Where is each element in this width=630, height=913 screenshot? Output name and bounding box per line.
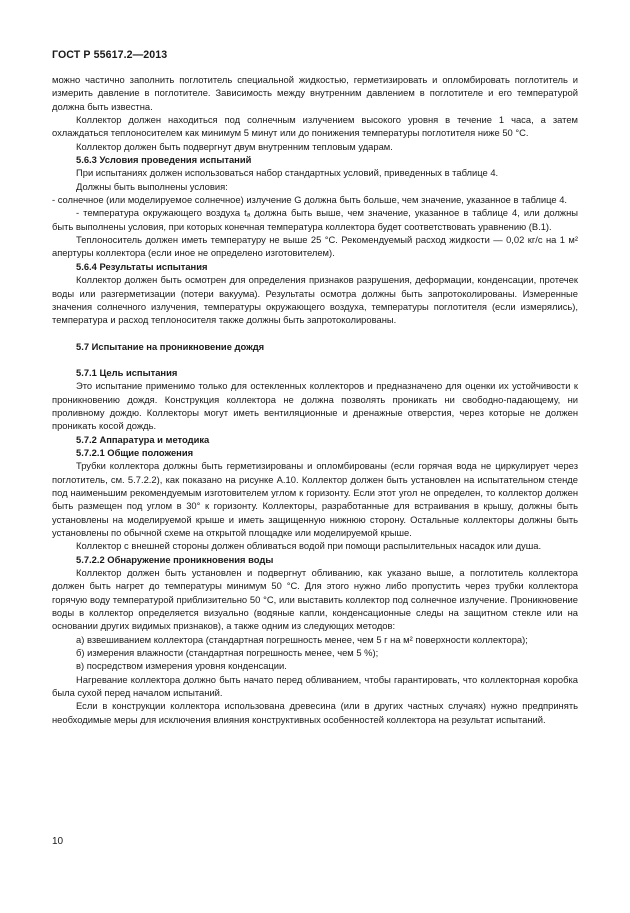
paragraph: - солнечное (или моделируемое солнечное) излучение G должна быть больше, чем значение, указанное в таблице 4. (52, 194, 568, 206)
paragraph: Коллектор должен находиться под солнечным излучением высокого уровня в течение 1 часа, а затем охлаждаться теплоносителем как минимум 5 минут или до понижения температуры поглотителя ниже 50 °С. (52, 114, 578, 139)
section-heading: 5.7.2 Аппаратура и методика (76, 433, 210, 445)
section-spacer (52, 327, 578, 340)
paragraph: Коллектор должен быть осмотрен для определения признаков разрушения, деформации, конденсации, протечек воды или разгерметизации (потери вакуума). Результаты осмотра должны быть запротоколированы. Измеренные значения солнечного излучения, температуры окружающего воздуха, температуры поглотителя (если измерялись), температура и расход теплоносителя также должны быть запротоколированы. (52, 274, 578, 326)
paragraph: Нагревание коллектора должно быть начато перед обливанием, чтобы гарантировать, что коллекторная коробка была сухой перед началом испытаний. (52, 673, 578, 699)
section-spacer (52, 353, 578, 366)
document-body (52, 73, 578, 726)
paragraph: Это испытание применимо только для остекленных коллекторов и предназначено для оценки их устойчивости к проникновению дождя. Конструкция коллектора не должна позволять проникать ни свободно-падающему, ни проливному дождю. Коллекторы могут иметь вентиляционные и дренажные отверстия, через которые не должен проникать косой дождь. (52, 380, 578, 432)
document-header: ГОСТ Р 55617.2—2013 (52, 49, 168, 61)
paragraph: б) измерения влажности (стандартная погрешность менее, чем 5 %); (76, 647, 379, 659)
section-heading: 5.7 Испытание на проникновение дождя (76, 340, 265, 352)
paragraph: Коллектор должен быть подвергнут двум внутренним тепловым ударам. (76, 140, 393, 152)
page-number: 10 (52, 836, 64, 847)
section-heading: 5.6.3 Условия проведения испытаний (76, 154, 252, 166)
paragraph: - температура окружающего воздуха tₐ должна быть выше, чем значение, указанное в таблице 4, или должны быть выполнены условия, при которых конечная температура коллектора будет соответствовать уравнению (В.1). (52, 207, 578, 232)
section-heading: 5.7.1 Цель испытания (76, 366, 178, 378)
paragraph: Если в конструкции коллектора использована древесина (или в других частных случаях) нужно предпринять необходимые меры для исключения влияния конструктивных особенностей коллектора на результат испытаний. (52, 700, 578, 725)
paragraph: можно частично заполнить поглотитель специальной жидкостью, герметизировать и опломбировать поглотитель и измерить давление в поглотителе. Зависимость между внутренним давлением в поглотителе и его температурой должна быть известна. (52, 74, 578, 112)
paragraph: Должны быть выполнены условия: (76, 180, 228, 192)
section-heading: 5.7.2.2 Обнаружение проникновения воды (76, 553, 274, 565)
paragraph: Коллектор с внешней стороны должен обливаться водой при помощи распылительных насадок или душа. (76, 540, 542, 552)
paragraph: Коллектор должен быть установлен и подвергнут обливанию, как указано выше, а поглотитель коллектора должен быть нагрет до температуры минимум 50 °С. Для этого нужно либо пропустить через трубки коллектора горячую воду температурой приблизительно 50 °С, или выставить коллектор под солнечное излучение. Проникновение воды в коллектор определяется визуально (водяные капли, конденсационные следы на защитном стекле или на основании других видимых признаков), а также одним из следующих методов: (52, 567, 578, 632)
paragraph: в) посредством измерения уровня конденсации. (76, 660, 287, 672)
section-heading: 5.6.4 Результаты испытания (76, 260, 208, 272)
paragraph: Трубки коллектора должны быть герметизированы и опломбированы (если горячая вода не циркулирует через поглотитель, см. 5.7.2.2), как показано на рисунке А.10. Коллектор должен быть установлен на испытательном стенде под наименьшим рекомендуемым изготовителем углом к горизонту. Если этот угол не определен, то коллектор должен быть размещен под углом в 30° к горизонту. Коллекторы, разработанные для встраивания в крышу, должны быть установлены на моделируемой крыше и иметь защищенную нижнюю сторону. Остальные коллекторы должны быть установлены по обычной схеме на открытой площадке или моделируемой крыше. (52, 460, 578, 538)
paragraph: Теплоноситель должен иметь температуру не выше 25 °С. Рекомендуемый расход жидкости — 0,02 кг/с на 1 м² апертуры коллектора (если иное не определено изготовителем). (52, 234, 578, 259)
paragraph: При испытаниях должен использоваться набор стандартных условий, приведенных в таблице 4. (76, 167, 499, 179)
section-heading: 5.7.2.1 Общие положения (76, 446, 194, 458)
paragraph: а) взвешиванием коллектора (стандартная погрешность менее, чем 5 г на м² поверхности коллектора); (76, 633, 528, 645)
